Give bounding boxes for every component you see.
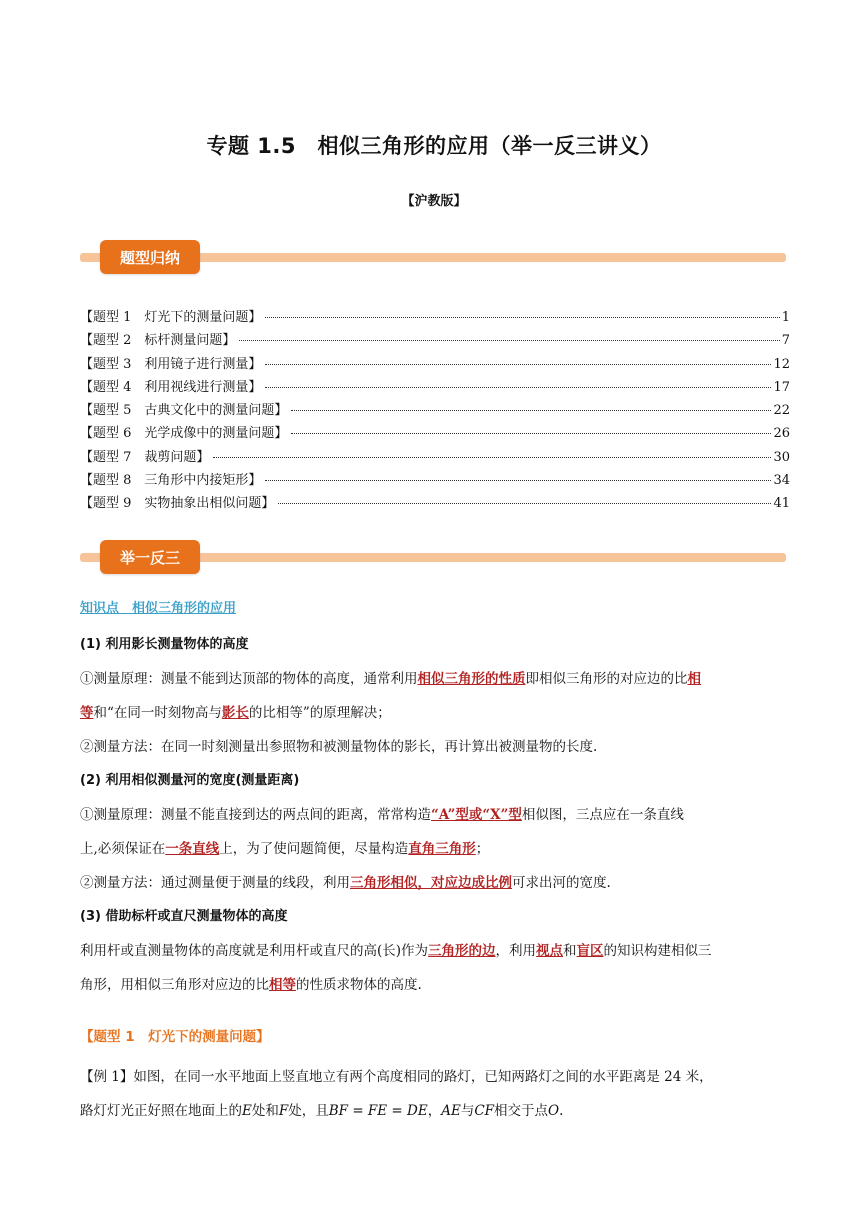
text: 上,必须保证在	[80, 841, 166, 857]
topic-heading: 【题型 1 灯光下的测量问题】	[80, 1029, 270, 1045]
keyword: 相	[687, 671, 701, 687]
keyword: “A”型或“X”型	[431, 807, 522, 823]
paragraph-3-cont	[80, 968, 790, 1002]
knowledge-point-title: 知识点 相似三角形的应用	[80, 601, 237, 616]
toc-entry-label: 【题型 2 标杆测量问题】	[80, 333, 236, 349]
paragraph-2-1-cont	[80, 832, 790, 866]
text: 角形，用相似三角形对应边的比	[80, 977, 269, 993]
toc-entry[interactable]	[80, 329, 790, 352]
toc-entry[interactable]	[80, 353, 790, 376]
paragraph-2-2	[80, 866, 790, 900]
math-equation: BF = FE = DE	[328, 1103, 428, 1119]
section-heading-2: (2) 利用相似测量河的宽度(测量距离)	[80, 773, 300, 788]
text: 和“在同一时刻物高与	[93, 705, 222, 721]
text: 利用杆或直测量物体的高度就是利用杆或直尺的高(长)作为	[80, 943, 429, 959]
paragraph-1-2: ②测量方法：在同一时刻测量出参照物和被测量物体的影长，再计算出被测量物的长度.	[80, 739, 598, 755]
toc-entry-label: 【题型 3 利用镜子进行测量】	[80, 356, 262, 372]
section-heading-1: (1) 利用影长测量物体的高度	[80, 637, 249, 652]
paragraph-2-1	[80, 798, 790, 832]
keyword: 三角形相似，对应边成比例	[350, 875, 512, 891]
toc-entry-label: 【题型 1 灯光下的测量问题】	[80, 310, 262, 325]
toc-entry[interactable]	[80, 422, 790, 445]
paragraph-1-1	[80, 662, 790, 696]
toc-entry[interactable]	[80, 492, 790, 515]
text: .	[559, 1103, 564, 1119]
toc-leader-dots	[265, 387, 771, 388]
paragraph-1-1-cont	[80, 696, 790, 730]
keyword: 一条直线	[165, 841, 220, 857]
text: 的性质求物体的高度.	[296, 977, 422, 993]
toc-page-number: 12	[773, 356, 790, 372]
toc-entry-label: 【题型 9 实物抽象出相似问题】	[80, 496, 275, 512]
text: ①测量原理：测量不能到达顶部的物体的高度，通常利用	[80, 671, 418, 687]
toc-entry[interactable]	[80, 399, 790, 422]
text: 即相似三角形的对应边的比	[525, 671, 688, 687]
text: 相似图，三点应在一条直线	[521, 807, 684, 823]
knowledge-content	[80, 628, 790, 1002]
toc-leader-dots	[291, 410, 771, 411]
toc-page-number: 26	[773, 426, 790, 442]
toc-entry-label: 【题型 7 裁剪问题】	[80, 449, 210, 465]
text: 的比相等”的原理解决；	[248, 705, 391, 721]
text: 可求出河的宽度.	[512, 875, 611, 891]
toc-entry-label: 【题型 8 三角形中内接矩形】	[80, 473, 262, 489]
math-var: E	[242, 1103, 252, 1119]
toc-entry[interactable]	[80, 306, 790, 329]
keyword: 直角三角形	[408, 841, 476, 857]
keyword: 影长	[221, 705, 249, 721]
text: ，	[427, 1103, 442, 1119]
table-of-contents	[80, 306, 790, 516]
text: 处，且	[288, 1103, 329, 1119]
text: 路灯灯光正好照在地面上的	[80, 1103, 242, 1119]
keyword: 等	[80, 705, 94, 721]
text: 和	[563, 943, 577, 959]
toc-page-number: 34	[773, 473, 790, 489]
text: 上，为了使问题简便，尽量构造	[219, 841, 409, 857]
toc-leader-dots	[291, 433, 771, 434]
keyword: 盲区	[576, 943, 604, 959]
banner-tag: 题型归纳	[100, 240, 200, 274]
text: 与	[460, 1103, 475, 1119]
keyword: 相似三角形的性质	[417, 671, 526, 687]
section-heading-3: (3) 借助标杆或直尺测量物体的高度	[80, 909, 288, 924]
section-banner-question-types	[80, 240, 786, 276]
toc-page-number: 41	[773, 496, 790, 512]
toc-entry[interactable]	[80, 376, 790, 399]
toc-page-number: 30	[773, 449, 790, 465]
math-var: AE	[441, 1103, 461, 1119]
toc-leader-dots	[278, 503, 771, 504]
toc-page-number: 17	[773, 379, 790, 395]
toc-leader-dots	[265, 364, 771, 365]
toc-leader-dots	[213, 457, 771, 458]
text: ；	[475, 841, 490, 857]
toc-page-number: 1	[781, 310, 790, 325]
math-var: F	[278, 1103, 289, 1119]
example-line-1: 【例 1】如图，在同一水平地面上竖直地立有两个高度相同的路灯，已知两路灯之间的水平距离是 24 米，	[80, 1069, 713, 1085]
toc-page-number: 22	[773, 403, 790, 419]
text: 的知识构建相似三	[603, 943, 712, 959]
text: 相交于点	[494, 1103, 549, 1119]
keyword: 视点	[536, 943, 564, 959]
toc-entry-label: 【题型 4 利用视线进行测量】	[80, 379, 262, 395]
toc-entry[interactable]	[80, 446, 790, 469]
toc-leader-dots	[239, 340, 779, 341]
example-line-2	[80, 1094, 790, 1128]
keyword: 三角形的边	[428, 943, 496, 959]
toc-entry[interactable]	[80, 469, 790, 492]
toc-page-number: 7	[781, 333, 790, 349]
paragraph-3	[80, 934, 790, 968]
text: 处和	[251, 1103, 279, 1119]
banner-tag: 举一反三	[100, 540, 200, 574]
math-var: CF	[474, 1103, 495, 1119]
toc-leader-dots	[265, 317, 779, 318]
document-title: 专题 1.5 相似三角形的应用（举一反三讲义）	[206, 134, 662, 158]
toc-entry-label: 【题型 5 古典文化中的测量问题】	[80, 403, 288, 419]
text: ①测量原理：测量不能直接到达的两点间的距离，常常构造	[80, 807, 431, 823]
text: ②测量方法：通过测量便于测量的线段，利用	[80, 875, 350, 891]
toc-entry-label: 【题型 6 光学成像中的测量问题】	[80, 426, 288, 442]
edition-label: 【沪教版】	[401, 194, 467, 209]
example-1	[80, 1060, 790, 1128]
math-var: O	[548, 1103, 560, 1119]
text: ，利用	[495, 943, 537, 959]
toc-leader-dots	[265, 480, 771, 481]
keyword: 相等	[269, 977, 296, 993]
section-banner-examples	[80, 540, 786, 576]
